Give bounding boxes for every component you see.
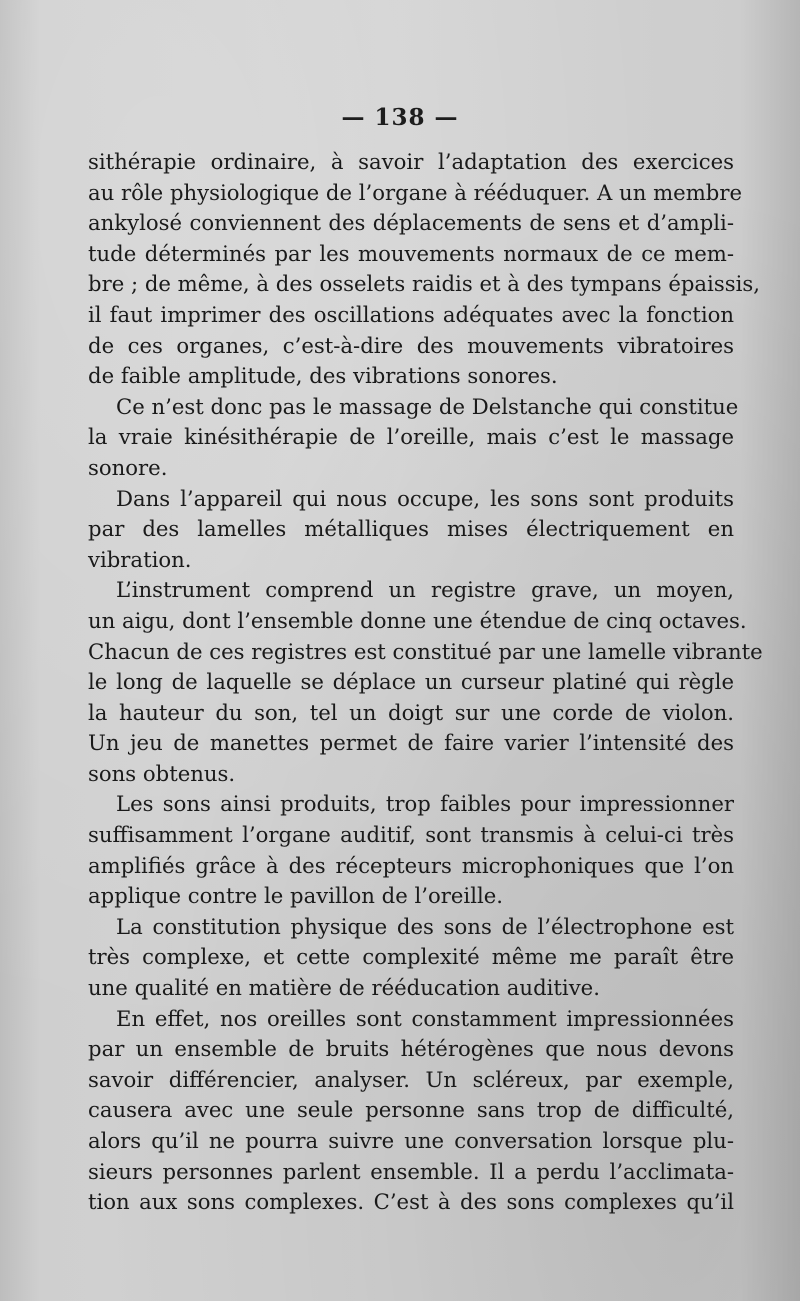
paragraph [88, 575, 763, 789]
text-line: Un jeu de manettes permet de faire varier l’intensité des [88, 730, 734, 756]
text-line: par des lamelles métalliques mises électriquement en [88, 516, 734, 542]
paragraph [88, 912, 734, 1004]
text-line: causera avec une seule personne sans trop de difficulté, [88, 1097, 734, 1123]
text-line: amplifiés grâce à des récepteurs microphoniques que l’on [88, 852, 734, 878]
text-line: une qualité en matière de rééducation auditive. [88, 975, 600, 1001]
text-line: alors qu’il ne pourra suivre une conversation lorsque plu- [88, 1128, 734, 1153]
page-number: — 138 — [341, 104, 459, 131]
text-line: tude déterminés par les mouvements normaux de ce mem- [88, 240, 734, 266]
text-line: sons obtenus. [88, 760, 236, 786]
text-line: suffisamment l’organe auditif, sont transmis à celui-ci très [88, 822, 734, 848]
text-line: tion aux sons complexes. C’est à des sons complexes qu’il [88, 1189, 734, 1215]
text-line: par un ensemble de bruits hétérogènes que nous devons [88, 1036, 734, 1062]
text-line: En effet, nos oreilles sont constamment impressionnées [116, 1005, 734, 1031]
text-line: Ce n’est donc pas le massage de Delstanche qui constitue [116, 393, 739, 419]
text-line: savoir différencier, analyser. Un scléreux, par exemple, [88, 1066, 734, 1092]
text-line: sonore. [88, 454, 168, 480]
text-line: Chacun de ces registres est constitué par une lamelle vibrante [88, 638, 763, 664]
paragraph [88, 1004, 734, 1218]
text-line: L’instrument comprend un registre grave, un moyen, [116, 577, 734, 603]
text-line: bre ; de même, à des osselets raidis et à des tympans épaissis, [88, 271, 760, 297]
text-line: la hauteur du son, tel un doigt sur une corde de violon. [88, 699, 734, 725]
text-line: Les sons ainsi produits, trop faibles pour impressionner [116, 791, 734, 817]
text-line: le long de laquelle se déplace un curseur platiné qui règle [88, 669, 734, 695]
paragraph [88, 147, 760, 392]
text-line: de faible amplitude, des vibrations sonores. [88, 363, 558, 389]
text-line: sieurs personnes parlent ensemble. Il a perdu l’acclimata- [88, 1158, 734, 1184]
body-text [88, 147, 763, 1218]
text-line: très complexe, et cette complexité même me paraît être [88, 944, 734, 970]
text-line: la vraie kinésithérapie de l’oreille, mais c’est le massage [88, 424, 734, 450]
text-line: un aigu, dont l’ensemble donne une étendue de cinq octaves. [88, 607, 747, 633]
paragraph [88, 484, 734, 576]
paragraph [88, 392, 739, 484]
paragraph [88, 789, 734, 911]
text-line: applique contre le pavillon de l’oreille. [88, 883, 504, 909]
text-line: de ces organes, c’est-à-dire des mouvements vibratoires [88, 332, 734, 358]
text-line: vibration. [88, 546, 192, 572]
text-line: sithérapie ordinaire, à savoir l’adaptation des exercices [88, 149, 734, 174]
text-line: au rôle physiologique de l’organe à rééduquer. A un membre [88, 179, 743, 205]
text-line: La constitution physique des sons de l’électrophone est [116, 913, 734, 939]
text-line: Dans l’appareil qui nous occupe, les sons sont produits [116, 485, 734, 511]
text-line: ankylosé conviennent des déplacements de sens et d’ampli- [88, 210, 734, 236]
text-line: il faut imprimer des oscillations adéquates avec la fonction [88, 301, 734, 327]
